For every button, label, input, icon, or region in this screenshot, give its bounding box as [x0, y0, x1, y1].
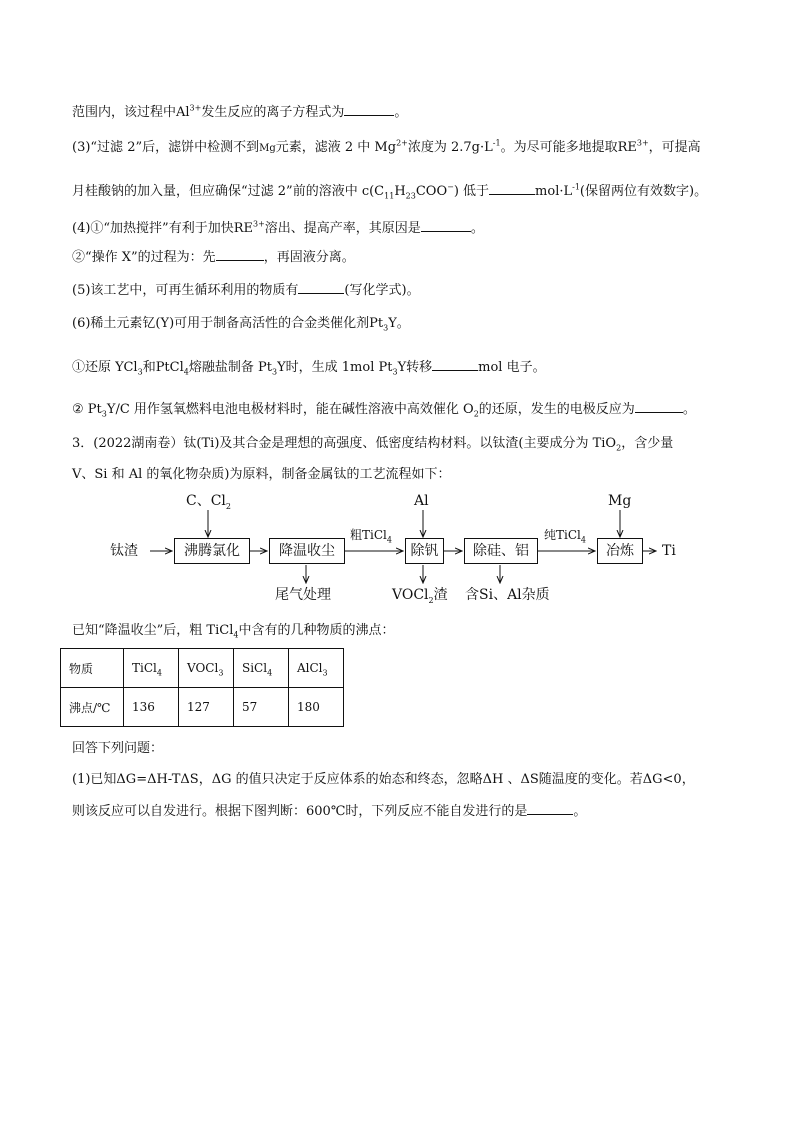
text: 和PtCl: [142, 360, 184, 375]
text: ②“操作 X”的过程为：先: [72, 250, 216, 265]
text: 3．(2022湖南卷）钛(Ti)及其合金是理想的高强度、低密度结构材料。以钛渣(主要成分为 TiO: [72, 436, 617, 451]
answer-blank[interactable]: [344, 102, 394, 116]
flow-step-cooling-dust: 降温收尘: [269, 538, 345, 564]
flow-top-input-vanadium: Al: [414, 493, 429, 509]
text: Y。: [388, 316, 410, 331]
text: 。: [394, 105, 408, 120]
text: mol·L: [535, 184, 573, 199]
table-row-label: 沸点/℃: [61, 688, 124, 727]
flow-step-vanadium-removal: 除钒: [405, 538, 444, 564]
subscript: 4: [183, 367, 189, 377]
text: 元素，滤液 2 中 Mg: [275, 140, 397, 155]
table-header-cell: [234, 649, 289, 688]
flow-bottom-output-tail-gas: 尾气处理: [275, 587, 331, 603]
process-flow-diagram: [110, 490, 710, 615]
text: C、Cl: [186, 493, 226, 509]
text-line-question-3: [72, 139, 701, 158]
text-line-concentration: [72, 181, 707, 201]
flow-input-label: 钛渣: [110, 543, 138, 559]
text: 。为尽可能多地提取RE: [500, 140, 637, 155]
text: ，再固液分离。: [263, 250, 355, 265]
text-line-raw-materials: [72, 466, 450, 484]
text: 浓度为 2.7g·L: [407, 140, 493, 155]
text: SiCl: [242, 661, 268, 675]
text: 。: [470, 221, 484, 236]
text: 渣: [433, 587, 448, 603]
text: ，可提高: [648, 140, 701, 155]
text: H: [394, 184, 406, 199]
text: (4)①“加热搅拌”有利于加快RE: [72, 221, 253, 236]
text-line-gibbs-definition: [72, 771, 695, 789]
text: 范围内，该过程中Al: [72, 105, 190, 120]
superscript: −: [447, 182, 454, 192]
flow-step-smelting: 冶炼: [597, 538, 643, 564]
flow-output-label: Ti: [662, 543, 676, 559]
subscript: 4: [156, 668, 162, 678]
subscript: 3: [218, 668, 224, 678]
text-line-question-heading: [72, 435, 673, 453]
text: mol 电子。: [478, 360, 546, 375]
text: 。: [573, 804, 587, 819]
table-row: [61, 649, 344, 688]
text: 溶出、提高产率，其原因是: [264, 221, 421, 236]
text: 熔融盐制备 Pt: [188, 360, 272, 375]
superscript: 3+: [189, 103, 202, 113]
text-line-spontaneity-question: [72, 801, 586, 821]
subscript: 3: [137, 367, 143, 377]
text: 月桂酸钠的加入量，但应确保“过滤 2”前的溶液中 c(C: [72, 184, 385, 199]
text: AlCl: [297, 661, 323, 675]
subscript: 4: [233, 630, 239, 640]
text-line-question-6: [72, 315, 410, 333]
superscript: 3+: [253, 219, 265, 229]
subscript: 4: [386, 535, 392, 545]
subscript: 4: [580, 535, 586, 545]
subscript: 2: [616, 443, 622, 453]
text: (1)已知ΔG=ΔH-TΔS，ΔG 的值只决定于反应体系的始态和终态，忽略ΔH 、ΔS随温度的变化。若ΔG<0，: [72, 772, 695, 787]
text: ①还原 YCl: [72, 360, 138, 375]
text-line-boiling-points-intro: [72, 622, 394, 640]
superscript: 2+: [396, 138, 408, 148]
text: Y时，生成 1mol Pt: [277, 360, 393, 375]
subscript: 11: [384, 191, 395, 201]
text: 回答下列问题：: [72, 741, 164, 756]
subscript: 2: [473, 409, 479, 419]
flow-top-input-chlorination: [186, 493, 231, 509]
text-line-electrode-reaction: [72, 399, 696, 419]
text: (6)稀土元素钇(Y)可用于制备高活性的合金类催化剂Pt: [72, 316, 384, 331]
answer-blank[interactable]: [432, 357, 478, 371]
text: 纯TiCl: [544, 528, 581, 542]
flow-step-chlorination: 沸腾氯化: [174, 538, 250, 564]
table-header-cell: 物质: [61, 649, 124, 688]
text: ，含少量: [621, 436, 674, 451]
subscript: 4: [267, 668, 273, 678]
flow-step-si-al-removal: 除硅、铝: [464, 538, 538, 564]
text-line-question-5: [72, 280, 420, 300]
table-header-cell: [289, 649, 344, 688]
flow-bottom-output-vocl2: [392, 587, 448, 603]
text: V、Si 和 Al 的氧化物杂质)为原料，制备金属钛的工艺流程如下：: [72, 467, 451, 482]
text: VOCl: [187, 661, 219, 675]
text-line-question-4: [72, 218, 484, 238]
flow-bottom-output-impurity: 含Si、Al杂质: [465, 587, 550, 603]
subscript: 2: [428, 595, 434, 605]
text: COO: [415, 184, 448, 199]
text: (保留两位有效数字)。: [579, 184, 708, 199]
text: 粗TiCl: [350, 528, 387, 542]
answer-blank[interactable]: [527, 801, 573, 815]
table-cell: 180: [289, 688, 344, 727]
text: 的还原，发生的电极反应为: [478, 402, 635, 417]
table-header-cell: [124, 649, 179, 688]
text: 发生反应的离子方程式为: [201, 105, 345, 120]
text: Mg: [259, 143, 276, 154]
table-cell: 57: [234, 688, 289, 727]
subscript: 3: [271, 367, 278, 377]
table-cell: 136: [124, 688, 179, 727]
flow-arrow-label-pure: [544, 527, 586, 543]
flow-arrow-label-crude: [350, 527, 392, 543]
text: (5)该工艺中，可再生循环利用的物质有: [72, 283, 299, 298]
text: 中含有的几种物质的沸点：: [238, 623, 395, 638]
text: TiCl: [132, 661, 157, 675]
subscript: 3: [322, 668, 328, 678]
answer-blank[interactable]: [421, 218, 471, 232]
superscript: 3+: [636, 138, 649, 148]
boiling-point-table: [60, 648, 344, 727]
text: 已知“降温收尘”后，粗 TiCl: [72, 623, 234, 638]
table-cell: 127: [179, 688, 234, 727]
table-row: [61, 688, 344, 727]
text: 。: [682, 402, 696, 417]
superscript: -1: [492, 138, 501, 148]
text: ② Pt: [72, 402, 102, 417]
subscript: 23: [405, 191, 416, 201]
text: 则该反应可以自发进行。根据下图判断：600℃时，下列反应不能自发进行的是: [72, 804, 528, 819]
text: (3)“过滤 2”后，滤饼中检测不到: [72, 140, 260, 155]
text: ) 低于: [453, 184, 490, 199]
text: (写化学式)。: [344, 283, 420, 298]
subscript: 3: [101, 409, 107, 419]
subscript: 2: [225, 501, 231, 511]
table-header-cell: [179, 649, 234, 688]
answer-blank[interactable]: [635, 399, 683, 413]
text-line-operation-x: [72, 247, 355, 267]
text-line-ion-equation: [72, 102, 407, 122]
answer-blank[interactable]: [298, 280, 344, 294]
text-line-electron-transfer: [72, 357, 546, 377]
flow-top-input-smelting: Mg: [608, 493, 632, 509]
subscript: 3: [392, 367, 398, 377]
text: VOCl: [392, 587, 429, 603]
superscript: -1: [572, 182, 580, 192]
answer-blank[interactable]: [216, 247, 264, 261]
text: Y/C 用作氢氧燃料电池电极材料时，能在碱性溶液中高效催化 O: [106, 402, 474, 417]
text-line-answer-prompt: [72, 740, 163, 758]
text: Y转移: [397, 360, 433, 375]
subscript: 3: [383, 323, 389, 333]
answer-blank[interactable]: [489, 181, 535, 195]
